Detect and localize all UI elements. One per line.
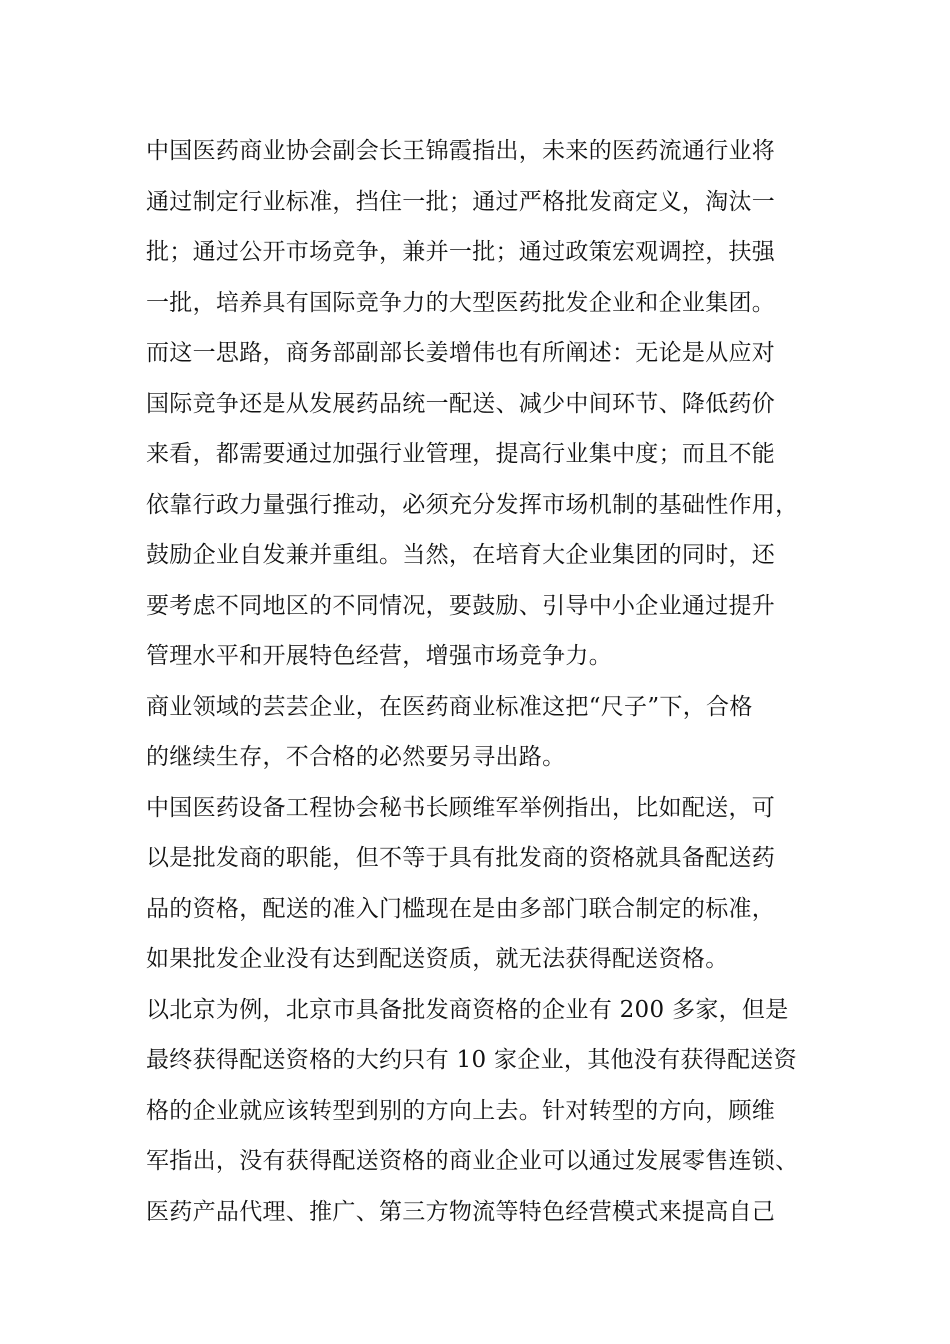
text-line: 鼓励企业自发兼并重组。当然，在培育大企业集团的同时，还 xyxy=(146,542,776,568)
text-line: 最终获得配送资格的大约只有 10 家企业，其他没有获得配送资 xyxy=(146,1047,797,1073)
text-line: 格的企业就应该转型到别的方向上去。针对转型的方向，顾维 xyxy=(146,1097,776,1124)
text-line: 中国医药商业协会副会长王锦霞指出，未来的医药流通行业将 xyxy=(146,138,776,164)
text-line: 如果批发企业没有达到配送资质，就无法获得配送资格。 xyxy=(146,946,729,972)
text-line: 批；通过公开市场竞争，兼并一批；通过政策宏观调控，扶强 xyxy=(146,239,776,265)
text-line: 管理水平和开展特色经营，增强市场竞争力。 xyxy=(146,643,612,669)
text-line: 而这一思路，商务部副部长姜增伟也有所阐述：无论是从应对 xyxy=(146,340,776,366)
text-line: 来看，都需要通过加强行业管理，提高行业集中度；而且不能 xyxy=(146,441,776,467)
text-line: 商业领域的芸芸企业，在医药商业标准这把“尺子”下，合格 xyxy=(146,693,753,720)
text-line: 依靠行政力量强行推动，必须充分发挥市场机制的基础性作用， xyxy=(146,491,799,518)
text-line: 要考虑不同地区的不同情况，要鼓励、引导中小企业通过提升 xyxy=(146,592,776,619)
text-line: 军指出，没有获得配送资格的商业企业可以通过发展零售连锁、 xyxy=(146,1148,799,1174)
text-line: 通过制定行业标准，挡住一批；通过严格批发商定义，淘汰一 xyxy=(146,188,776,215)
text-line: 品的资格，配送的准入门槛现在是由多部门联合制定的标准， xyxy=(146,895,776,922)
text-line: 以是批发商的职能，但不等于具有批发商的资格就具备配送药 xyxy=(146,845,776,871)
text-line: 医药产品代理、推广、第三方物流等特色经营模式来提高自己 xyxy=(146,1198,776,1225)
text-line: 国际竞争还是从发展药品统一配送、减少中间环节、降低药价 xyxy=(146,390,776,417)
text-line: 中国医药设备工程协会秘书长顾维军举例指出，比如配送，可 xyxy=(146,794,776,821)
document-body xyxy=(146,126,826,1237)
text-line: 以北京为例，北京市具备批发商资格的企业有 200 多家，但是 xyxy=(146,996,789,1023)
text-line: 的继续生存，不合格的必然要另寻出路。 xyxy=(146,744,566,770)
text-line: 一批，培养具有国际竞争力的大型医药批发企业和企业集团。 xyxy=(146,289,776,316)
